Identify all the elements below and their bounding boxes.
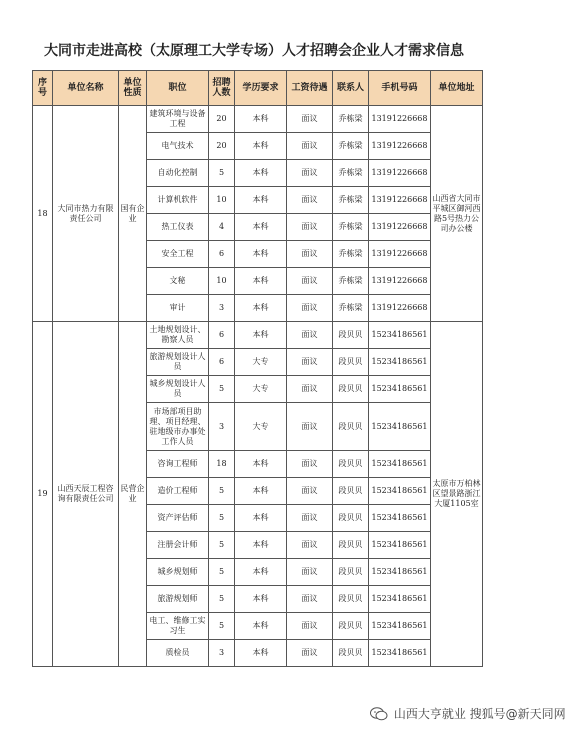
cell-education: 本科 xyxy=(235,640,287,667)
cell-position: 计算机软件 xyxy=(147,187,209,214)
cell-salary: 面议 xyxy=(287,403,333,451)
cell-education: 本科 xyxy=(235,295,287,322)
cell-count: 6 xyxy=(209,322,235,349)
cell-nature: 国有企业 xyxy=(119,106,147,322)
cell-phone: 15234186561 xyxy=(369,613,431,640)
cell-education: 大专 xyxy=(235,376,287,403)
cell-contact: 乔栋梁 xyxy=(333,187,369,214)
cell-education: 本科 xyxy=(235,586,287,613)
cell-contact: 段贝贝 xyxy=(333,478,369,505)
cell-salary: 面议 xyxy=(287,532,333,559)
cell-count: 4 xyxy=(209,214,235,241)
cell-education: 本科 xyxy=(235,505,287,532)
cell-salary: 面议 xyxy=(287,376,333,403)
watermark xyxy=(370,705,566,729)
header-no: 序号 xyxy=(33,71,53,106)
cell-education: 本科 xyxy=(235,241,287,268)
header-salary: 工资待遇 xyxy=(287,71,333,106)
cell-contact: 段贝贝 xyxy=(333,322,369,349)
cell-phone: 13191226668 xyxy=(369,268,431,295)
cell-salary: 面议 xyxy=(287,322,333,349)
recruitment-table xyxy=(32,70,483,667)
cell-phone: 15234186561 xyxy=(369,640,431,667)
cell-education: 本科 xyxy=(235,160,287,187)
cell-salary: 面议 xyxy=(287,505,333,532)
cell-contact: 乔栋梁 xyxy=(333,241,369,268)
cell-phone: 15234186561 xyxy=(369,349,431,376)
cell-contact: 段贝贝 xyxy=(333,613,369,640)
cell-education: 本科 xyxy=(235,559,287,586)
cell-position: 旅游规划师 xyxy=(147,586,209,613)
cell-count: 3 xyxy=(209,295,235,322)
wechat-icon xyxy=(370,707,388,721)
cell-phone: 15234186561 xyxy=(369,505,431,532)
cell-contact: 乔栋梁 xyxy=(333,295,369,322)
cell-phone: 13191226668 xyxy=(369,133,431,160)
cell-count: 10 xyxy=(209,187,235,214)
cell-position: 审计 xyxy=(147,295,209,322)
table-header xyxy=(33,71,483,106)
cell-address: 山西省大同市平城区御河西路5号热力公司办公楼 xyxy=(431,106,483,322)
cell-count: 5 xyxy=(209,505,235,532)
cell-address: 太原市万柏林区望景路浙江大厦1105室 xyxy=(431,322,483,667)
cell-contact: 段贝贝 xyxy=(333,586,369,613)
cell-education: 本科 xyxy=(235,187,287,214)
cell-count: 5 xyxy=(209,613,235,640)
cell-salary: 面议 xyxy=(287,559,333,586)
cell-phone: 13191226668 xyxy=(369,187,431,214)
cell-contact: 段贝贝 xyxy=(333,640,369,667)
cell-education: 本科 xyxy=(235,532,287,559)
cell-phone: 15234186561 xyxy=(369,376,431,403)
header-education: 学历要求 xyxy=(235,71,287,106)
header-phone: 手机号码 xyxy=(369,71,431,106)
cell-salary: 面议 xyxy=(287,268,333,295)
cell-count: 6 xyxy=(209,349,235,376)
cell-education: 本科 xyxy=(235,214,287,241)
cell-phone: 13191226668 xyxy=(369,214,431,241)
cell-phone: 13191226668 xyxy=(369,241,431,268)
cell-count: 5 xyxy=(209,478,235,505)
cell-count: 20 xyxy=(209,133,235,160)
cell-contact: 段贝贝 xyxy=(333,376,369,403)
cell-salary: 面议 xyxy=(287,214,333,241)
cell-company: 山西天辰工程咨询有限责任公司 xyxy=(53,322,119,667)
header-nature: 单位性质 xyxy=(119,71,147,106)
watermark-text: 山西大亨就业 搜狐号@新天同网 xyxy=(393,707,566,721)
cell-count: 5 xyxy=(209,532,235,559)
cell-position: 市场部项目助理、项目经理、驻地级市办事处工作人员 xyxy=(147,403,209,451)
header-company: 单位名称 xyxy=(53,71,119,106)
cell-position: 城乡规划师 xyxy=(147,559,209,586)
cell-contact: 乔栋梁 xyxy=(333,106,369,133)
cell-position: 旅游规划设计人员 xyxy=(147,349,209,376)
cell-position: 热工仪表 xyxy=(147,214,209,241)
cell-phone: 13191226668 xyxy=(369,295,431,322)
cell-salary: 面议 xyxy=(287,640,333,667)
cell-salary: 面议 xyxy=(287,106,333,133)
cell-education: 大专 xyxy=(235,349,287,376)
cell-no: 19 xyxy=(33,322,53,667)
cell-phone: 15234186561 xyxy=(369,586,431,613)
table-body xyxy=(33,106,483,667)
cell-education: 本科 xyxy=(235,133,287,160)
cell-salary: 面议 xyxy=(287,241,333,268)
table-row xyxy=(33,322,483,349)
cell-contact: 乔栋梁 xyxy=(333,160,369,187)
cell-position: 咨询工程师 xyxy=(147,451,209,478)
cell-salary: 面议 xyxy=(287,160,333,187)
cell-position: 文秘 xyxy=(147,268,209,295)
header-position: 职位 xyxy=(147,71,209,106)
cell-position: 自动化控制 xyxy=(147,160,209,187)
cell-count: 5 xyxy=(209,160,235,187)
cell-phone: 15234186561 xyxy=(369,451,431,478)
cell-phone: 15234186561 xyxy=(369,322,431,349)
cell-salary: 面议 xyxy=(287,613,333,640)
cell-position: 建筑环境与设备工程 xyxy=(147,106,209,133)
cell-salary: 面议 xyxy=(287,586,333,613)
cell-contact: 段贝贝 xyxy=(333,349,369,376)
cell-education: 本科 xyxy=(235,478,287,505)
cell-company: 大同市热力有限责任公司 xyxy=(53,106,119,322)
cell-contact: 段贝贝 xyxy=(333,505,369,532)
cell-count: 18 xyxy=(209,451,235,478)
cell-education: 本科 xyxy=(235,106,287,133)
cell-count: 5 xyxy=(209,559,235,586)
cell-position: 安全工程 xyxy=(147,241,209,268)
cell-position: 注册会计师 xyxy=(147,532,209,559)
header-contact: 联系人 xyxy=(333,71,369,106)
cell-contact: 段贝贝 xyxy=(333,451,369,478)
cell-position: 资产评估师 xyxy=(147,505,209,532)
cell-position: 造价工程师 xyxy=(147,478,209,505)
cell-contact: 乔栋梁 xyxy=(333,268,369,295)
cell-salary: 面议 xyxy=(287,133,333,160)
cell-salary: 面议 xyxy=(287,295,333,322)
cell-education: 本科 xyxy=(235,268,287,295)
cell-position: 城乡规划设计人员 xyxy=(147,376,209,403)
cell-contact: 段贝贝 xyxy=(333,403,369,451)
cell-education: 本科 xyxy=(235,322,287,349)
table-row xyxy=(33,106,483,133)
cell-contact: 乔栋梁 xyxy=(333,133,369,160)
cell-education: 本科 xyxy=(235,613,287,640)
cell-count: 5 xyxy=(209,376,235,403)
cell-contact: 乔栋梁 xyxy=(333,214,369,241)
cell-count: 3 xyxy=(209,640,235,667)
cell-position: 土地规划设计、勘察人员 xyxy=(147,322,209,349)
cell-salary: 面议 xyxy=(287,187,333,214)
cell-education: 大专 xyxy=(235,403,287,451)
cell-nature: 民营企业 xyxy=(119,322,147,667)
cell-phone: 15234186561 xyxy=(369,559,431,586)
cell-no: 18 xyxy=(33,106,53,322)
cell-salary: 面议 xyxy=(287,349,333,376)
cell-count: 10 xyxy=(209,268,235,295)
cell-phone: 15234186561 xyxy=(369,532,431,559)
cell-phone: 13191226668 xyxy=(369,106,431,133)
header-address: 单位地址 xyxy=(431,71,483,106)
cell-position: 电工、维修工实习生 xyxy=(147,613,209,640)
cell-position: 电气技术 xyxy=(147,133,209,160)
cell-salary: 面议 xyxy=(287,478,333,505)
cell-phone: 13191226668 xyxy=(369,160,431,187)
cell-salary: 面议 xyxy=(287,451,333,478)
cell-phone: 15234186561 xyxy=(369,478,431,505)
cell-phone: 15234186561 xyxy=(369,403,431,451)
cell-position: 质检员 xyxy=(147,640,209,667)
cell-count: 3 xyxy=(209,403,235,451)
cell-contact: 段贝贝 xyxy=(333,532,369,559)
header-count: 招聘人数 xyxy=(209,71,235,106)
cell-contact: 段贝贝 xyxy=(333,559,369,586)
cell-count: 6 xyxy=(209,241,235,268)
cell-education: 本科 xyxy=(235,451,287,478)
page-title: 大同市走进高校（太原理工大学专场）人才招聘会企业人才需求信息 xyxy=(44,43,464,59)
cell-count: 20 xyxy=(209,106,235,133)
cell-count: 5 xyxy=(209,586,235,613)
